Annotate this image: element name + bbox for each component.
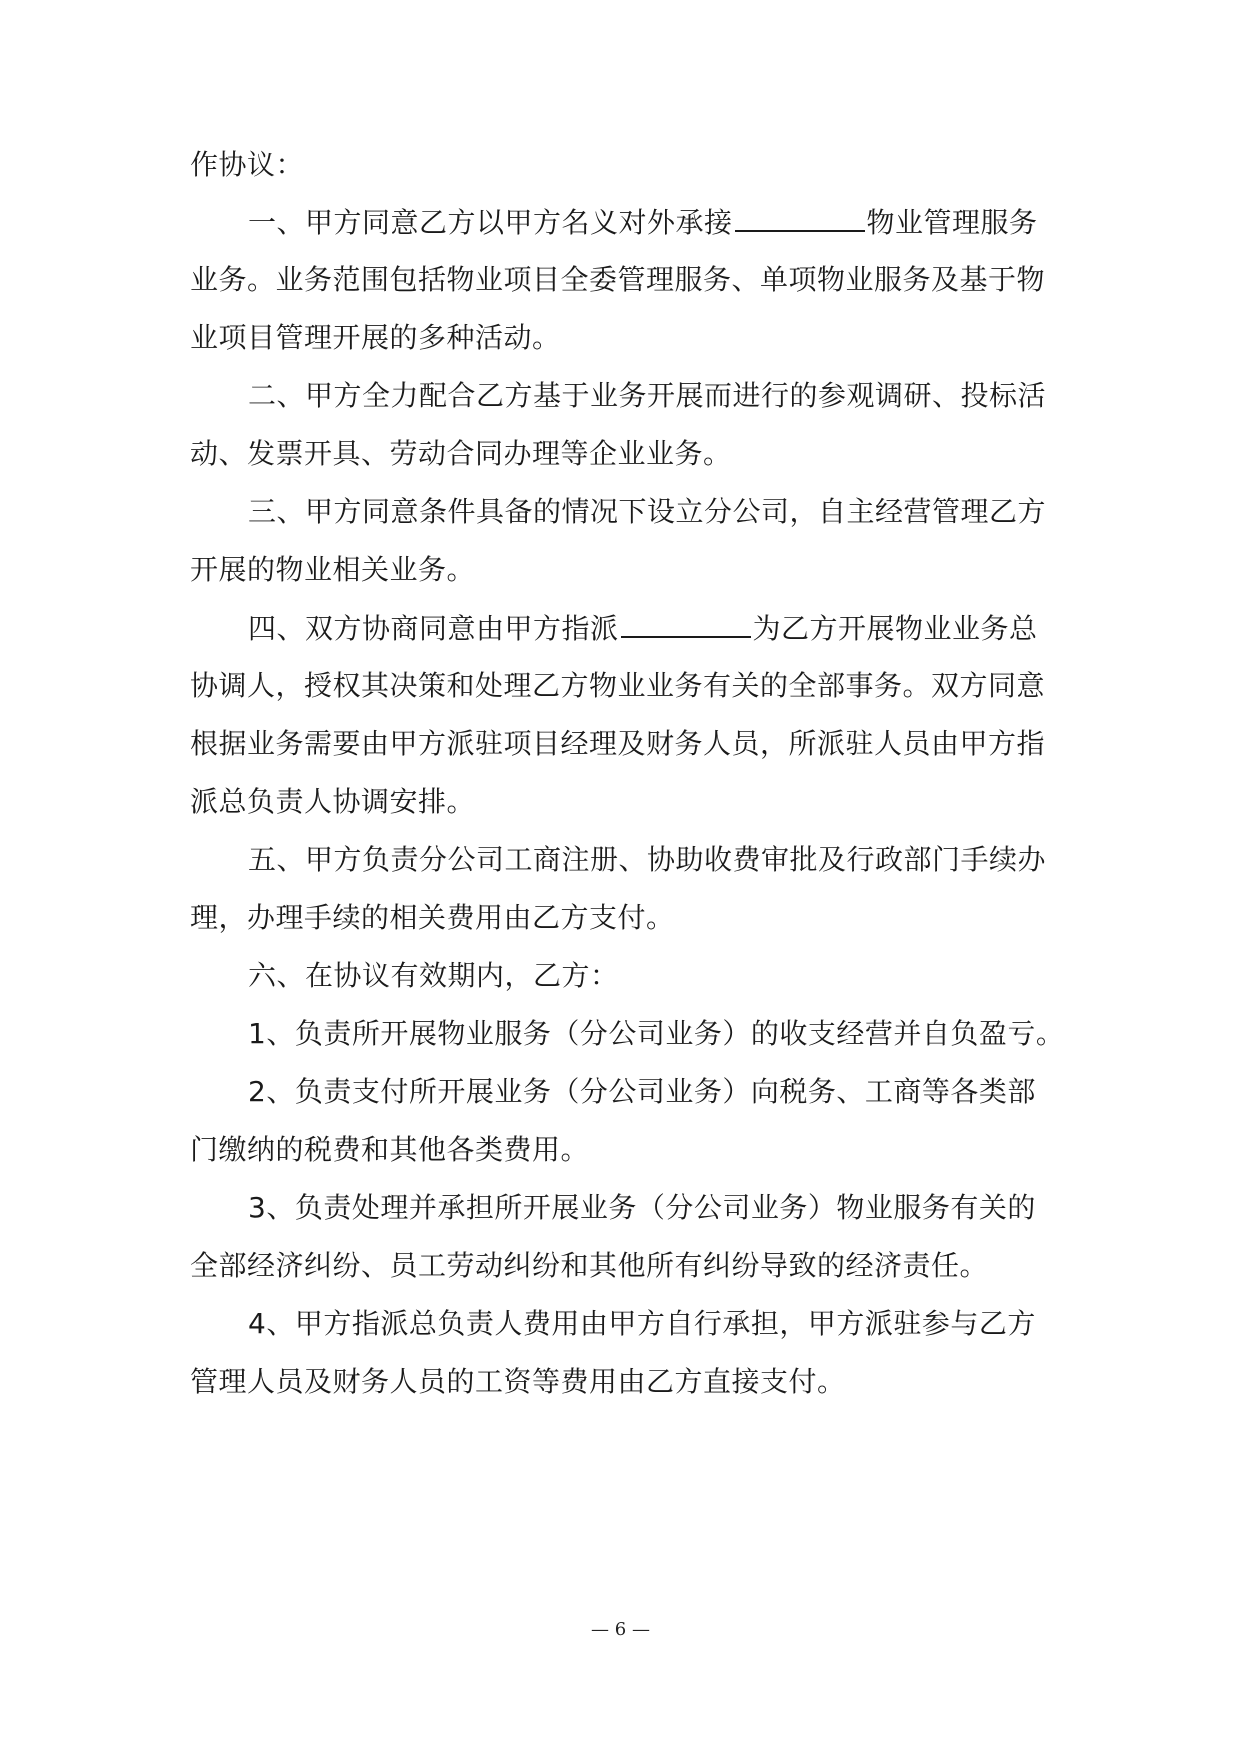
- text-line: 全部经济纠纷、员工劳动纠纷和其他所有纠纷导致的经济责任。: [190, 1249, 989, 1282]
- text-line: 1、负责所开展物业服务（分公司业务）的收支经营并自负盈亏。: [248, 1017, 1065, 1050]
- text-line: 门缴纳的税费和其他各类费用。: [190, 1133, 590, 1166]
- page-number: — 6 —: [591, 1619, 650, 1640]
- text-line: 2、负责支付所开展业务（分公司业务）向税务、工商等各类部: [248, 1075, 1036, 1108]
- text-line: 开展的物业相关业务。: [190, 553, 476, 586]
- text-line: 4、甲方指派总负责人费用由甲方自行承担，甲方派驻参与乙方: [248, 1307, 1036, 1340]
- text-line: 3、负责处理并承担所开展业务（分公司业务）物业服务有关的: [248, 1191, 1036, 1224]
- text-line: 三、甲方同意条件具备的情况下设立分公司，自主经营管理乙方: [248, 495, 1047, 528]
- text-line: 根据业务需要由甲方派驻项目经理及财务人员，所派驻人员由甲方指: [190, 727, 1046, 760]
- text-line: 业务。业务范围包括物业项目全委管理服务、单项物业服务及基于物: [190, 263, 1046, 296]
- text-line: 理，办理手续的相关费用由乙方支付。: [190, 901, 675, 934]
- text-line: 一、甲方同意乙方以甲方名义对外承接 物业管理服务: [248, 202, 1038, 243]
- text-line: 四、双方协商同意由甲方指派 为乙方开展物业业务总: [248, 608, 1038, 649]
- text-line: 五、甲方负责分公司工商注册、协助收费审批及行政部门手续办: [248, 843, 1047, 876]
- text-line: 协调人，授权其决策和处理乙方物业业务有关的全部事务。双方同意: [190, 669, 1046, 702]
- fill-in-blank: [621, 608, 751, 638]
- text-line: 业项目管理开展的多种活动。: [190, 321, 561, 354]
- text-line: 作协议：: [190, 148, 305, 181]
- text-line: 管理人员及财务人员的工资等费用由乙方直接支付。: [190, 1365, 846, 1398]
- text-line: 六、在协议有效期内，乙方：: [248, 959, 619, 992]
- text-line: 二、甲方全力配合乙方基于业务开展而进行的参观调研、投标活: [248, 379, 1047, 412]
- text-line: 派总负责人协调安排。: [190, 785, 476, 818]
- fill-in-blank: [735, 202, 865, 232]
- text-line: 动、发票开具、劳动合同办理等企业业务。: [190, 437, 732, 470]
